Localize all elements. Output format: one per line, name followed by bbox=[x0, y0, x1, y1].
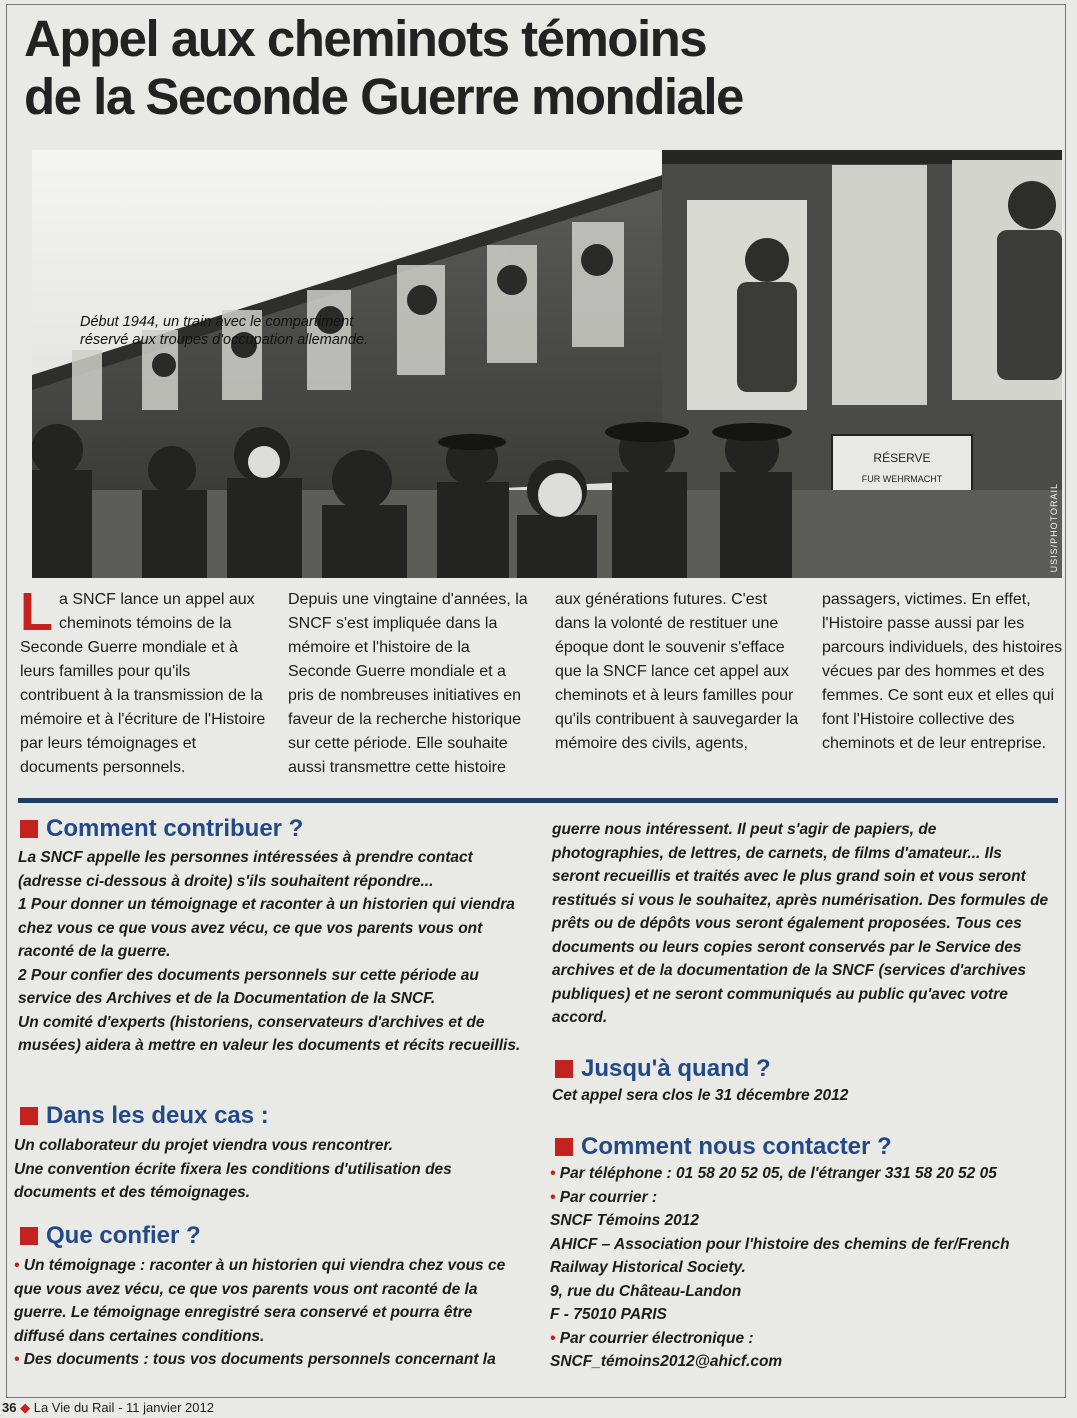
red-square-icon bbox=[20, 1227, 38, 1245]
paragraph: 1 Pour donner un témoignage et raconter à un historien qui viendra chez vous ce que vous avez vécu, ce que vos parents vous ont raconté de la guerre. bbox=[18, 896, 515, 960]
bullet: • bbox=[550, 1188, 556, 1206]
address-line: AHICF – Association pour l'histoire des chemins de fer/French Railway Historical Society. bbox=[550, 1235, 1010, 1276]
paragraph: 2 Pour confier des documents personnels sur cette période au service des Archives et de la Documentation de la SNCF. bbox=[18, 966, 479, 1007]
heading-que-confier bbox=[20, 1222, 201, 1250]
heading-comment-contribuer bbox=[20, 815, 303, 843]
jusqu-a-quand-body bbox=[552, 1084, 1052, 1108]
page-number: 36 bbox=[2, 1400, 17, 1415]
contribuer-body bbox=[18, 846, 528, 1058]
photo-caption: Début 1944, un train avec le compartiment réservé aux troupes d'occupation allemande. bbox=[80, 314, 369, 348]
section-divider bbox=[18, 798, 1058, 803]
contact-phone: • Par téléphone : 01 58 20 52 05, de l'étranger 331 58 20 52 05 bbox=[550, 1165, 997, 1182]
deux-cas-body bbox=[14, 1134, 514, 1205]
sign-wehrmacht: FUR WEHRMACHT bbox=[861, 474, 943, 484]
contact-email[interactable]: SNCF_témoins2012@ahicf.com bbox=[550, 1353, 783, 1370]
heading-text: Que confier ? bbox=[46, 1222, 201, 1249]
heading-text: Comment contribuer ? bbox=[46, 815, 304, 842]
intro-column-3: aux générations futures. C'est dans la volonté de restituer une époque dont le souvenir s'efface que la SNCF lance cet appel aux cheminots et à leurs familles pour qu'ils contribuent à sauvegarder la mémoire des civils, agents, bbox=[555, 591, 799, 752]
heading-text: Dans les deux cas : bbox=[46, 1102, 269, 1129]
heading-text: Jusqu'à quand ? bbox=[581, 1055, 771, 1082]
heading-text: Comment nous contacter ? bbox=[581, 1133, 892, 1160]
paragraph: La SNCF appelle les personnes intéressées à prendre contact (adresse ci-dessous à droite) s'ils souhaitent répondre... bbox=[18, 849, 473, 890]
intro-column-1 bbox=[20, 582, 266, 780]
contact-mail-label: • Par courrier : bbox=[550, 1188, 658, 1206]
address-line: 9, rue du Château-Landon bbox=[550, 1282, 742, 1300]
contact-body bbox=[550, 1162, 1055, 1374]
magazine-name: La Vie du Rail bbox=[33, 1400, 115, 1415]
que-confier-continued: guerre nous intéressent. Il peut s'agir de papiers, de photographies, de lettres, de carnets, de films d'amateur... Ils seront recueillis et traités avec le plus grand soin et vous seront restitués si vous le souhaitez, après numérisation. Des formules de prêts ou de dépôts vous seront également proposées. Tous ces documents ou leurs copies seront conservés par le Service des archives et de la documentation de la SNCF (services d'archives publiques) et ne seront communiqués au public qu'avec votre accord. bbox=[552, 821, 1049, 1026]
intro-column-2: Depuis une vingtaine d'années, la SNCF s'est impliquée dans la mémoire et l'histoire de la Seconde Guerre mondiale et a pris de nombreuses initiatives en faveur de la recherche historique sur cette période. Elle souhaite aussi transmettre cette histoire bbox=[288, 591, 528, 776]
red-square-icon bbox=[555, 1138, 573, 1156]
diamond-icon: ◆ bbox=[20, 1400, 31, 1415]
heading-dans-les-deux-cas bbox=[20, 1102, 269, 1130]
bullet: • bbox=[14, 1257, 20, 1274]
contact-email-label: • Par courrier électronique : bbox=[550, 1329, 754, 1347]
red-square-icon bbox=[555, 1060, 573, 1078]
sign-reserve: RÉSERVE bbox=[873, 451, 931, 465]
paragraph: Une convention écrite fixera les conditions d'utilisation des documents et des témoignages. bbox=[14, 1160, 452, 1201]
heading-jusqu-a-quand bbox=[555, 1055, 771, 1083]
dropcap: L bbox=[20, 582, 53, 642]
red-square-icon bbox=[20, 820, 38, 838]
bullet: • bbox=[550, 1165, 556, 1182]
page-footer bbox=[2, 1400, 214, 1416]
headline-text: Appel aux cheminots témoins de la Seconde Guerre mondiale bbox=[24, 10, 743, 125]
intro-text-1: a SNCF lance un appel aux cheminots témoins de la Seconde Guerre mondiale et à leurs familles pour qu'ils contribuent à la transmission de la mémoire et à l'écriture de l'Histoire par leurs témoignages et documents personnels. bbox=[20, 591, 266, 776]
paragraph: Un comité d'experts (historiens, conservateurs d'archives et de musées) aidera à mettre en valeur les documents et récits recueillis. bbox=[18, 1013, 521, 1054]
heading-comment-nous-contacter bbox=[555, 1133, 892, 1161]
address-line: SNCF Témoins 2012 bbox=[550, 1212, 700, 1229]
address-line: F - 75010 PARIS bbox=[550, 1306, 667, 1323]
intro-column-4: passagers, victimes. En effet, l'Histoire passe aussi par les parcours individuels, des histoires vécues par des hommes et des femmes. Ce sont eux et elles qui font l'Histoire collective des cheminots et de leur entreprise. bbox=[822, 591, 1063, 752]
train-photo-illustration bbox=[32, 150, 1062, 578]
que-confier-body bbox=[14, 1254, 519, 1372]
paragraph: Un collaborateur du projet viendra vous rencontrer. bbox=[14, 1137, 393, 1154]
train-photo bbox=[32, 150, 1062, 578]
issue-date: - 11 janvier 2012 bbox=[118, 1400, 214, 1415]
headline bbox=[24, 10, 924, 126]
list-item: • Un témoignage : raconter à un historien qui viendra chez vous ce que vous avez vécu, ce que vos parents vous ont raconté de la guerre. Le témoignage enregistré sera conservé et pourra être diffusé dans certaines conditions. bbox=[14, 1257, 506, 1345]
photo-credit: USIS/PHOTORAIL bbox=[1049, 482, 1059, 572]
bullet: • bbox=[14, 1351, 20, 1368]
paragraph: Cet appel sera clos le 31 décembre 2012 bbox=[552, 1087, 849, 1104]
list-item: • Des documents : tous vos documents personnels concernant la bbox=[14, 1351, 496, 1368]
red-square-icon bbox=[20, 1107, 38, 1125]
bullet: • bbox=[550, 1329, 556, 1347]
